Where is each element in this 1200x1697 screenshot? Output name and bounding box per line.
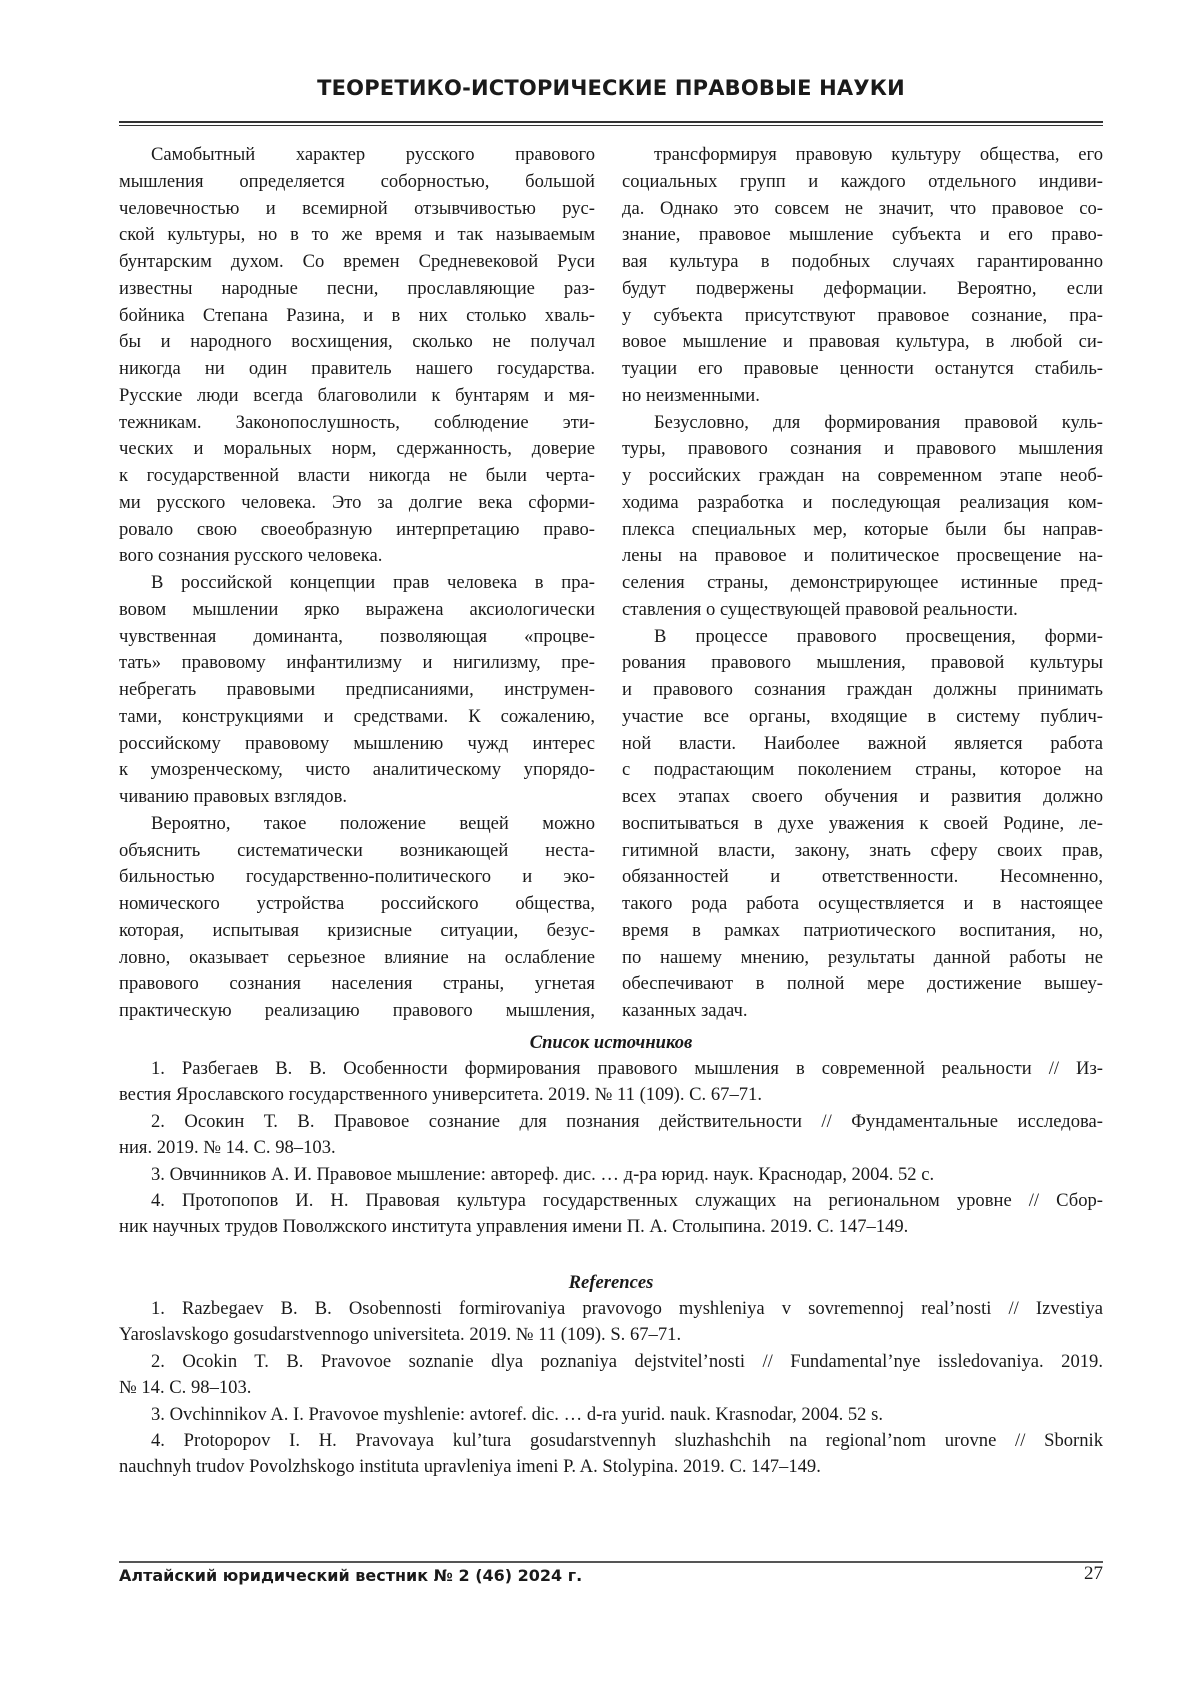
text-line: у субъекта присутствуют правовое сознание, пра- — [622, 303, 1103, 330]
references-list — [119, 1296, 1103, 1481]
text-line: ния. 2019. № 14. С. 98–103. — [119, 1135, 1103, 1161]
text-line: Yaroslavskogo gosudarstvennogo universiteta. 2019. № 11 (109). S. 67–71. — [119, 1322, 1103, 1348]
text-line: селения страны, демонстрирующее истинные пред- — [622, 570, 1103, 597]
text-line: обеспечивают в полной мере достижение вышеу- — [622, 971, 1103, 998]
text-line: тами, конструкциями и средствами. К сожалению, — [119, 704, 595, 731]
text-line: никогда ни один правитель нашего государства. — [119, 356, 595, 383]
text-line: вого сознания русского человека. — [119, 543, 595, 570]
paragraph — [622, 624, 1103, 1025]
journal-name: Алтайский юридический вестник № 2 (46) 2024 г. — [119, 1566, 582, 1585]
text-line: с подрастающим поколением страны, которое на — [622, 757, 1103, 784]
text-line: ской культуры, но в то же время и так называемым — [119, 222, 595, 249]
paragraph — [119, 1109, 1103, 1162]
text-line: ной власти. Наиболее важной является работа — [622, 731, 1103, 758]
text-line: В процессе правового просвещения, форми- — [622, 624, 1103, 651]
text-line: 4. Protopopov I. H. Pravovaya kul’tura gosudarstvennyh sluzhashchih na regional’nom urovne // Sbornik — [119, 1428, 1103, 1454]
paragraph — [622, 142, 1103, 410]
footer-divider — [119, 1561, 1103, 1563]
text-line: объяснить систематически возникающей неста- — [119, 838, 595, 865]
text-line: правового сознания населения страны, угнетая — [119, 971, 595, 998]
right-column — [622, 142, 1103, 1025]
text-line: трансформируя правовую культуру общества, его — [622, 142, 1103, 169]
text-line: тать» правовому инфантилизму и нигилизму, пре- — [119, 650, 595, 677]
text-line: ходима разработка и последующая реализация ком- — [622, 490, 1103, 517]
text-line: 3. Овчинников А. И. Правовое мышление: автореф. дис. … д-ра юрид. наук. Краснодар, 2004. 52 с. — [119, 1162, 1103, 1188]
text-line: 2. Осокин Т. В. Правовое сознание для познания действительности // Фундаментальные исследова- — [119, 1109, 1103, 1135]
text-line: вовое мышление и правовая культура, в любой си- — [622, 329, 1103, 356]
text-line: но неизменными. — [622, 383, 1103, 410]
paragraph — [119, 1402, 1103, 1428]
text-line: социальных групп и каждого отдельного индиви- — [622, 169, 1103, 196]
text-line: такого рода работа осуществляется и в настоящее — [622, 891, 1103, 918]
text-line: чувственная доминанта, позволяющая «процве- — [119, 624, 595, 651]
paragraph — [119, 1296, 1103, 1349]
text-line: практическую реализацию правового мышления, — [119, 998, 595, 1025]
text-line: ник научных трудов Поволжского института управления имени П. А. Столыпина. 2019. С. 147–149. — [119, 1214, 1103, 1240]
paragraph — [119, 1428, 1103, 1481]
sources-section — [119, 1030, 1103, 1241]
references-title: References — [119, 1270, 1103, 1296]
text-line: к государственной власти никогда не были черта- — [119, 463, 595, 490]
text-line: туры, правового сознания и правового мышления — [622, 436, 1103, 463]
text-line: российскому правовому мышлению чужд интерес — [119, 731, 595, 758]
text-line: 4. Протопопов И. Н. Правовая культура государственных служащих на региональном уровне // Сбор- — [119, 1188, 1103, 1214]
text-line: Русские люди всегда благоволили к бунтарям и мя- — [119, 383, 595, 410]
text-line: которая, испытывая кризисные ситуации, безус- — [119, 918, 595, 945]
text-line: nauchnyh trudov Povolzhskogo instituta upravleniya imeni P. A. Stolypina. 2019. C. 147–149. — [119, 1454, 1103, 1480]
text-line: Самобытный характер русского правового — [119, 142, 595, 169]
text-line: 1. Razbegaev B. B. Osobennosti formirovaniya pravovogo myshleniya v sovremennoj real’nosti // Izvestiya — [119, 1296, 1103, 1322]
text-line: плекса специальных мер, которые были бы направ- — [622, 517, 1103, 544]
text-line: время в рамках патриотического воспитания, но, — [622, 918, 1103, 945]
text-line: обязанностей и ответственности. Несомненно, — [622, 864, 1103, 891]
text-line: ставления о существующей правовой реальности. — [622, 597, 1103, 624]
section-title: ТЕОРЕТИКО-ИСТОРИЧЕСКИЕ ПРАВОВЫЕ НАУКИ — [119, 76, 1103, 100]
text-line: бунтарским духом. Со времен Средневековой Руси — [119, 249, 595, 276]
sources-list — [119, 1056, 1103, 1241]
text-line: у российских граждан на современном этапе необ- — [622, 463, 1103, 490]
text-line: бойника Степана Разина, и в них столько хваль- — [119, 303, 595, 330]
text-line: № 14. C. 98–103. — [119, 1375, 1103, 1401]
text-line: да. Однако это совсем не значит, что правовое со- — [622, 196, 1103, 223]
text-line: и правового сознания граждан должны принимать — [622, 677, 1103, 704]
text-line: Безусловно, для формирования правовой куль- — [622, 410, 1103, 437]
text-line: участие все органы, входящие в систему публич- — [622, 704, 1103, 731]
text-line: В российской концепции прав человека в пра- — [119, 570, 595, 597]
text-line: ми русского человека. Это за долгие века сформи- — [119, 490, 595, 517]
text-line: рования правового мышления, правовой культуры — [622, 650, 1103, 677]
paragraph — [119, 1056, 1103, 1109]
text-line: вая культура в подобных случаях гарантированно — [622, 249, 1103, 276]
text-line: ловно, оказывает серьезное влияние на ослабление — [119, 945, 595, 972]
text-line: бильностью государственно-политического и эко- — [119, 864, 595, 891]
text-line: гитимной власти, закону, знать сферу своих прав, — [622, 838, 1103, 865]
text-line: вовом мышлении ярко выражена аксиологически — [119, 597, 595, 624]
text-line: всех этапах своего обучения и развития должно — [622, 784, 1103, 811]
paragraph — [119, 570, 595, 811]
text-line: ческих и моральных норм, сдержанность, доверие — [119, 436, 595, 463]
text-line: чиванию правовых взглядов. — [119, 784, 595, 811]
text-line: бы и народного восхищения, сколько не получал — [119, 329, 595, 356]
header-divider — [119, 121, 1103, 126]
references-section — [119, 1270, 1103, 1481]
text-line: будут подвержены деформации. Вероятно, если — [622, 276, 1103, 303]
text-line: воспитываться в духе уважения к своей Родине, ле- — [622, 811, 1103, 838]
text-line: ровало свою своеобразную интерпретацию право- — [119, 517, 595, 544]
text-line: человечностью и всемирной отзывчивостью рус- — [119, 196, 595, 223]
text-line: по нашему мнению, результаты данной работы не — [622, 945, 1103, 972]
sources-title: Список источников — [119, 1030, 1103, 1056]
text-line: казанных задач. — [622, 998, 1103, 1025]
left-column — [119, 142, 595, 1025]
paragraph — [119, 811, 595, 1025]
paragraph — [622, 410, 1103, 624]
text-line: 3. Ovchinnikov A. I. Pravovoe myshlenie: avtoref. dic. … d-ra yurid. nauk. Krasnodar, 2004. 52 s. — [119, 1402, 1103, 1428]
text-line: небрегать правовыми предписаниями, инструмен- — [119, 677, 595, 704]
text-line: 1. Разбегаев В. В. Особенности формирования правового мышления в современной реальности // Из- — [119, 1056, 1103, 1082]
text-line: номического устройства российского общества, — [119, 891, 595, 918]
text-line: мышления определяется соборностью, большой — [119, 169, 595, 196]
text-line: туации его правовые ценности останутся стабиль- — [622, 356, 1103, 383]
text-line: вестия Ярославского государственного университета. 2019. № 11 (109). С. 67–71. — [119, 1082, 1103, 1108]
text-line: Вероятно, такое положение вещей можно — [119, 811, 595, 838]
text-line: знание, правовое мышление субъекта и его право- — [622, 222, 1103, 249]
paragraph — [119, 1162, 1103, 1188]
paragraph — [119, 142, 595, 570]
page-number: 27 — [1084, 1563, 1103, 1585]
text-line: 2. Ocokin T. B. Pravovoe soznanie dlya poznaniya dejstvitel’nosti // Fundamental’nye issledovaniya. 2019. — [119, 1349, 1103, 1375]
text-line: тежникам. Законопослушность, соблюдение эти- — [119, 410, 595, 437]
text-line: лены на правовое и политическое просвещение на- — [622, 543, 1103, 570]
paragraph — [119, 1188, 1103, 1241]
text-line: к умозренческому, чисто аналитическому упорядо- — [119, 757, 595, 784]
text-line: известны народные песни, прославляющие раз- — [119, 276, 595, 303]
paragraph — [119, 1349, 1103, 1402]
